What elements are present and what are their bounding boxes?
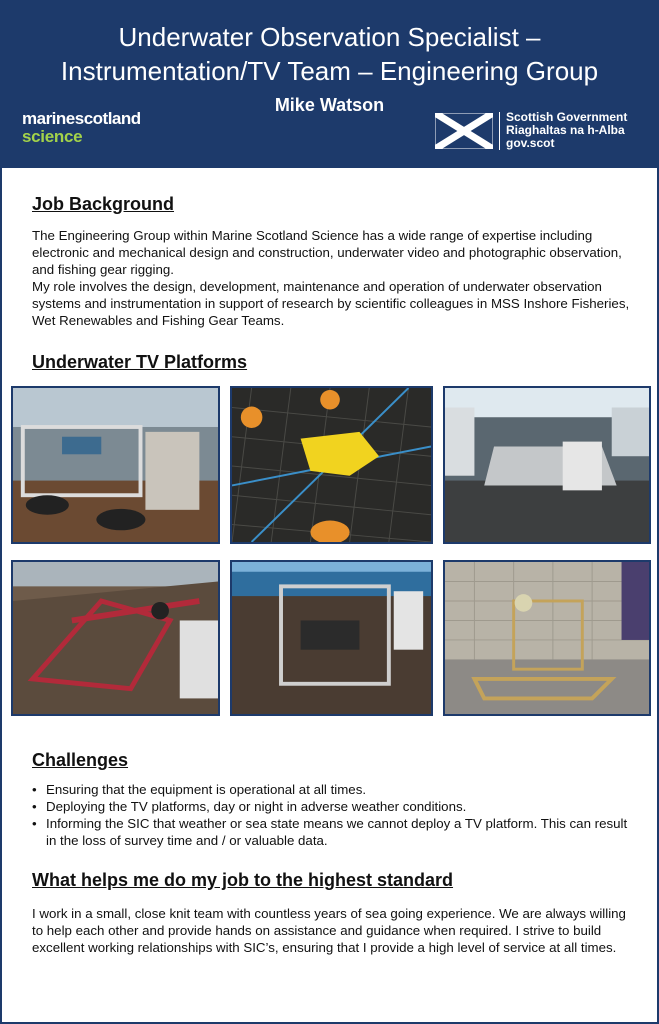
challenges-heading: Challenges bbox=[32, 750, 129, 770]
content-panel bbox=[2, 168, 657, 1022]
photo-sledge-frame-by-wall bbox=[443, 560, 651, 716]
photo-tv-platform-frame-on-deck bbox=[11, 386, 220, 544]
challenge-item: • Deploying the TV platforms, day or night in adverse weather conditions. bbox=[32, 798, 632, 815]
marine-scotland-science-logo: marinescotland science bbox=[22, 109, 141, 146]
poster-title: Underwater Observation Specialist – Instrumentation/TV Team – Engineering Group bbox=[60, 22, 599, 86]
header bbox=[0, 0, 659, 166]
job-background-para-2: My role involves the design, development, maintenance and operation of underwater observation systems and instrumentation in support of research by scientific colleagues in MSS Inshore Fisheries, Wet Renewables and Fishing Gear Teams. bbox=[32, 279, 630, 328]
helps-para: I work in a small, close knit team with countless years of sea going experience. We are always willing to help each other and provide hands on assistance and guidance when required. I strive to build excellent working relationships with SIC’s, ensuring that I provide a high level of service at all times. bbox=[32, 906, 626, 955]
author-name: Mike Watson bbox=[274, 95, 385, 115]
platforms-heading: Underwater TV Platforms bbox=[32, 352, 248, 372]
challenge-item: • Informing the SIC that weather or sea state means we cannot deploy a TV platform. This can result in the loss of survey time and / or valuable data. bbox=[32, 815, 632, 849]
challenge-item: • Ensuring that the equipment is operational at all times. bbox=[32, 781, 632, 798]
logo-divider bbox=[499, 112, 500, 150]
job-background-heading: Job Background bbox=[32, 194, 175, 214]
helps-heading: What helps me do my job to the highest standard bbox=[32, 870, 454, 890]
scottish-government-logo: Scottish Government Riaghaltas na h-Alba gov.scot bbox=[435, 111, 627, 150]
photo-videoray-rov-in-net bbox=[230, 386, 433, 544]
photo-sled-platform-on-deck bbox=[443, 386, 651, 544]
photo-red-frame-platform bbox=[11, 560, 220, 716]
job-background-para-1: The Engineering Group within Marine Scotland Science has a wide range of expertise including electronic and mechanical design and construction, underwater video and photographic observation, and fishing gear rigging. bbox=[32, 228, 622, 277]
saltire-flag-icon bbox=[435, 113, 493, 149]
challenges-list bbox=[32, 781, 632, 849]
photo-steel-frame-platform bbox=[230, 560, 433, 716]
